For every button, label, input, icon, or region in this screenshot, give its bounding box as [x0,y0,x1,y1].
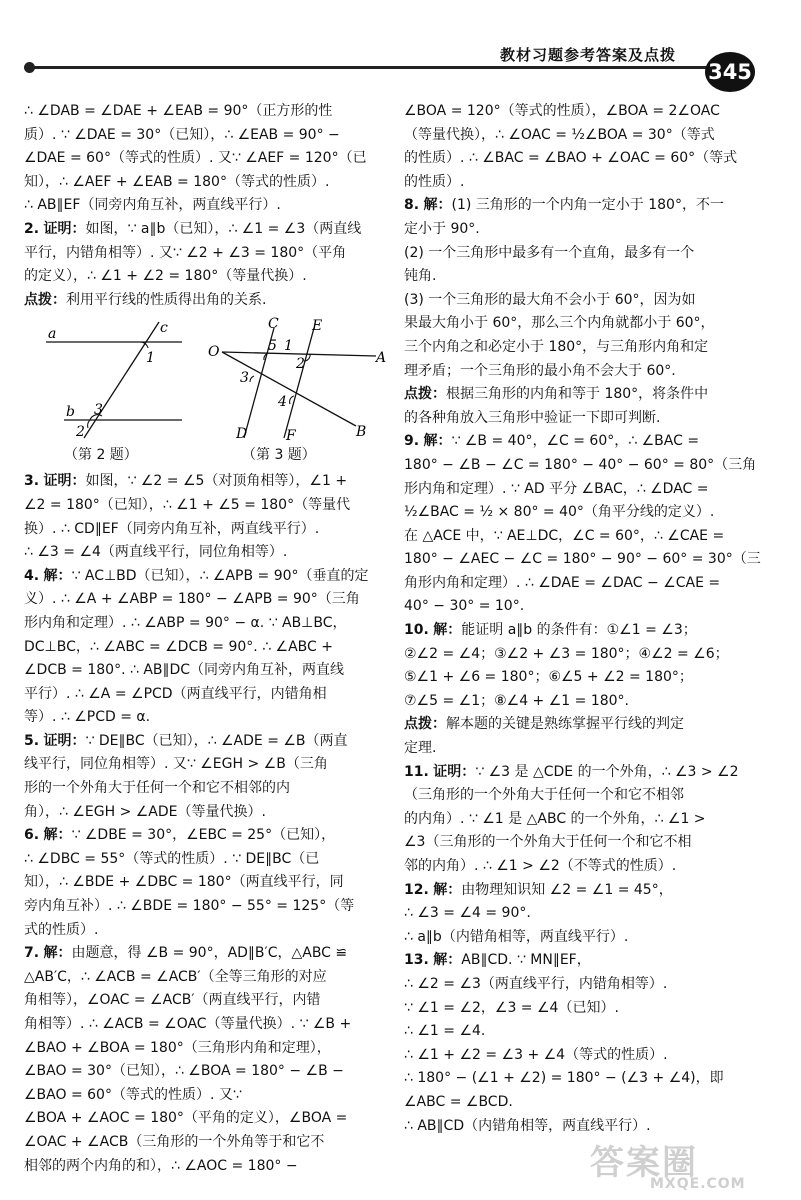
text-line: ∠BOA = 120°（等式的性质），∠BOA = 2∠OAC [404,103,720,119]
header-rule [28,66,718,69]
label-2: 2 [296,356,305,373]
text-line: ∴ AB∥CD（内错角相等，两直线平行）. [404,1117,651,1134]
text-line: 式的性质）. [24,921,99,938]
question-number: 6. [24,827,40,844]
answer-3 [24,470,388,564]
label-F: F [286,428,296,443]
text-line: ½∠BAC = ½ × 80° = 40°（角平分线的定义）. [404,504,715,521]
angle-mark-2 [88,420,90,428]
text-line: 如图，∵ ∠2 = ∠5（对顶角相等），∠1 + [85,473,348,490]
figure-3-caption: （第 3 题） [242,447,316,464]
text-line: ∠3（三角形的一个外角大于任何一个和它不相 [404,834,692,851]
text-line: (2) 一个三角形中最多有一个直角，最多有一个 [404,244,695,261]
left-column [24,100,388,1178]
tip-label: 点拨： [404,716,446,733]
text-line: △AB′C，∴ ∠ACB = ∠ACB′（全等三角形的对应 [24,968,327,985]
right-column [404,100,776,1138]
text-line: ∴ a∥b（内错角相等，两直线平行）. [404,928,629,945]
page-number-badge: 345 [705,52,755,92]
text-line: ∴ ∠DBC = 55°（等式的性质）. ∵ DE∥BC（已 [24,850,320,867]
text-line: 等）. ∴ ∠PCD = α. [24,709,151,726]
label-B: B [356,424,367,441]
answer-label: 解： [433,952,462,969]
text-line: 线平行，同位角相等）. 又∵ ∠EGH > ∠B（三角 [24,756,328,773]
label-3: 3 [240,370,249,387]
answer-label: 解： [43,945,72,962]
text-line: 角形内角和定理）. ∴ ∠DAE = ∠DAC − ∠CAE = [404,574,721,591]
question-number: 7. [24,945,40,962]
text-line: 如图，∵ a∥b（已知），∴ ∠1 = ∠3（两直线 [85,220,362,237]
text-line: 由题意，得 ∠B = 90°，AD∥B′C，△ABC ≌ [71,945,348,962]
text-line: 旁内角互补）. ∴ ∠BDE = 180° − 55° = 125°（等 [24,898,355,915]
text-line: 由物理知识知 ∠2 = ∠1 = 45°， [461,881,673,898]
text-line: ∴ ∠3 = ∠4 = 90°. [404,905,531,922]
text-line: 知），∴ ∠BDE + ∠DBC = 180°（两直线平行，同 [24,874,344,891]
label-C: C [268,316,279,333]
question-number: 3. [24,473,40,490]
question-number: 13. [404,952,429,969]
text-line: ∠BOA + ∠AOC = 180°（平角的定义），∠BOA = [24,1110,348,1127]
label-1: 1 [284,338,293,355]
text-line: ∠BAO = 30°（已知），∴ ∠BOA = 180° − ∠B − [24,1063,344,1080]
text-line: ∵ ∠1 = ∠2，∠3 = ∠4（已知）. [404,999,619,1016]
text-line: 的性质）. ∴ ∠BAC = ∠BAO + ∠OAC = 60°（等式 [404,150,738,167]
label-1: 1 [146,350,155,367]
tip-text: 定理. [404,740,437,757]
text-line: ∴ ∠1 + ∠2 = ∠3 + ∠4（等式的性质）. [404,1046,668,1063]
text-line: ∠DCB = 180°. ∴ AB∥DC（同旁内角互补，两直线 [24,662,345,679]
question-number: 12. [404,881,429,898]
text-line: 换）. ∴ CD∥EF（同旁内角互补，两直线平行）. [24,520,320,537]
answer-7 [24,942,388,1178]
watermark-url: MXQE.COM [650,1176,746,1192]
answer-label: 解： [43,827,72,844]
text-line: 三个内角之和必定小于 180°，与三角形内角和定 [404,338,709,355]
label-b: b [66,404,75,421]
text-line: ∠ABC = ∠BCD. [404,1093,513,1110]
text-line: 形的一个外角大于任何一个和它不相邻的内 [24,780,290,797]
angle-mark-3 [250,376,254,382]
figure-2-diagram [34,320,184,440]
text-line: ∵ AC⊥BD（已知），∴ ∠APB = 90°（垂直的定 [71,567,369,584]
text-line: ∠BAO + ∠BOA = 180°（三角形内角和定理）， [24,1039,331,1056]
answer-1-continued [24,100,388,218]
question-number: 9. [404,433,420,450]
text-line: ∠2 = 180°（已知），∴ ∠1 + ∠5 = 180°（等量代 [24,496,351,513]
text-line: 定小于 90°. [404,220,480,237]
answer-4 [24,565,388,730]
text-line: ∴ ∠1 = ∠4. [404,1023,486,1040]
text-line: 180° − ∠B − ∠C = 180° − 40° − 60° = 80°（三角 [404,456,757,473]
figure-row [24,316,388,466]
figure-3-diagram [206,316,386,442]
text-line: 形内角和定理）. ∴ ∠ABP = 90° − α. ∵ AB⊥BC， [24,614,347,631]
text-line: 的性质）. [404,173,465,190]
answer-label: 证明： [43,732,86,749]
text-line: ∵ ∠3 是 △CDE 的一个外角，∴ ∠3 > ∠2 [475,763,739,780]
text-line: 能证明 a∥b 的条件有：①∠1 = ∠3； [461,622,697,639]
text-line: 相邻的两个内角的和），∴ ∠AOC = 180° − [24,1157,298,1174]
text-line: ②∠2 = ∠4；③∠2 + ∠3 = 180°；④∠2 = ∠6； [404,645,729,662]
answer-11 [404,761,776,879]
question-number: 11. [404,763,429,780]
answer-label: 证明： [43,473,86,490]
text-line: ∴ 180° − (∠1 + ∠2) = 180° − (∠3 + ∠4)，即 [404,1070,724,1087]
text-line: (1) 三角形的一个内角一定小于 180°，不一 [451,197,724,214]
text-line: ∵ ∠B = 40°，∠C = 60°，∴ ∠BAC = [451,433,700,450]
answer-10 [404,619,776,761]
answer-label: 解： [433,881,462,898]
header-title: 教材习题参考答案及点拨 [500,46,677,64]
tip-text: 的各种角放入三角形中验证一下即可判断. [404,409,661,426]
text-line: 的内角）. ∵ ∠1 是 △ABC 的一个外角，∴ ∠1 > [404,810,706,827]
tip-text: 根据三角形的内角和等于 180°，将条件中 [446,386,709,403]
question-number: 8. [404,197,420,214]
answer-12 [404,879,776,950]
text-line: ∴ ∠DAB = ∠DAE + ∠EAB = 90°（正方形的性 [24,103,333,119]
text-line: 的定义），∴ ∠1 + ∠2 = 180°（等量代换）. [24,268,307,285]
text-line: ∠OAC + ∠ACB（三角形的一个外角等于和它不 [24,1133,325,1150]
answer-9 [404,430,776,619]
text-line: 角相等），∠OAC = ∠ACB′（两直线平行，内错 [24,992,321,1009]
question-number: 10. [404,622,429,639]
label-2: 2 [76,424,85,441]
text-line: 义）. ∴ ∠A + ∠ABP = 180° − ∠APB = 90°（三角 [24,591,360,608]
question-number: 5. [24,732,40,749]
text-line: 角相等）. ∴ ∠ACB = ∠OAC（等量代换）. ∵ ∠B + [24,1016,352,1032]
text-line: 平行）. ∴ ∠A = ∠PCD（两直线平行，内错角相 [24,685,327,702]
watermark-logo: 答案圈 [590,1143,698,1183]
tip-label: 点拨： [404,386,446,403]
figure-2-caption: （第 2 题） [64,447,138,464]
tip-label: 点拨： [24,291,66,308]
answer-label: 证明： [433,763,476,780]
answer-8 [404,194,776,430]
answer-5 [24,730,388,824]
question-number: 2. [24,220,40,237]
text-line: ∴ ∠3 = ∠4（两直线平行，同位角相等）. [24,544,288,561]
text-line: ∠BAO = 60°（等式的性质）. 又∵ [24,1086,242,1103]
tip-text: 解本题的关键是熟练掌握平行线的判定 [446,716,684,733]
text-line: ∴ ∠2 = ∠3（两直线平行，内错角相等）. [404,975,668,992]
question-number: 4. [24,567,40,584]
text-line: 角），∴ ∠EGH > ∠ADE（等量代换）. [24,803,266,820]
answer-label: 解： [43,567,72,584]
answer-label: 证明： [43,220,86,237]
text-line: 理矛盾；一个三角形的最小角不会大于 60°. [404,362,676,379]
text-line: ⑤∠1 + ∠6 = 180°；⑥∠5 + ∠2 = 180°； [404,669,693,686]
line-ob [222,352,356,426]
text-line: AB∥CD. ∵ MN∥EF， [461,952,591,969]
text-line: 果最大角小于 60°，那么三个内角就都小于 60°， [404,315,715,332]
answer-label: 解： [423,197,452,214]
text-line: 在 △ACE 中，∵ AE⊥DC，∠C = 60°，∴ ∠CAE = [404,527,725,544]
label-a: a [48,326,57,343]
text-line: 知），∴ ∠AEF + ∠EAB = 180°（等式的性质）. [24,173,330,190]
text-line: （三角形的一个外角大于任何一个和它不相邻 [404,787,684,804]
text-line: ⑦∠5 = ∠1；⑧∠4 + ∠1 = 180°. [404,692,629,709]
text-line: （等量代换），∴ ∠OAC = ½∠BOA = 30°（等式 [404,126,715,143]
answer-13 [404,949,776,1138]
page-header [0,0,801,100]
text-line: 平行，内错角相等）. 又∵ ∠2 + ∠3 = 180°（平角 [24,244,347,261]
text-line: ∵ ∠DBE = 30°，∠EBC = 25°（已知）， [71,827,336,844]
label-c: c [160,320,168,337]
tip-text: 利用平行线的性质得出角的关系. [66,291,267,308]
text-line: 40° − 30° = 10°. [404,598,525,615]
text-line: 形内角和定理）. ∵ AD 平分 ∠BAC，∴ ∠DAC = [404,480,709,497]
label-3: 3 [94,402,103,419]
label-A: A [376,350,386,367]
answer-7-continued [404,100,776,194]
text-line: 质）. ∵ ∠DAE = 30°（已知），∴ ∠EAB = 90° − [24,126,340,143]
label-5: 5 [268,338,277,355]
label-O: O [208,344,220,361]
text-line: 钝角. [404,268,437,285]
text-line: DC⊥BC，∴ ∠ABC = ∠DCB = 90°. ∴ ∠ABC + [24,638,333,655]
text-line: 邻的内角）. ∴ ∠1 > ∠2（不等式的性质）. [404,858,677,874]
text-line: ∵ DE∥BC（已知），∴ ∠ADE = ∠B（两直 [85,732,348,749]
label-4: 4 [278,394,287,411]
label-D: D [236,426,248,443]
answer-6 [24,824,388,942]
answer-label: 解： [423,433,452,450]
label-E: E [312,318,323,335]
text-line: ∴ AB∥EF（同旁内角互补，两直线平行）. [24,197,281,214]
text-line: ∠DAE = 60°（等式的性质）. 又∵ ∠AEF = 120°（已 [24,150,367,167]
text-line: 180° − ∠AEC − ∠C = 180° − 90° − 60° = 30°（三 [404,551,761,568]
answer-label: 解： [433,622,462,639]
answer-2 [24,218,388,312]
text-line: (3) 一个三角形的最大角不会小于 60°，因为如 [404,291,696,308]
